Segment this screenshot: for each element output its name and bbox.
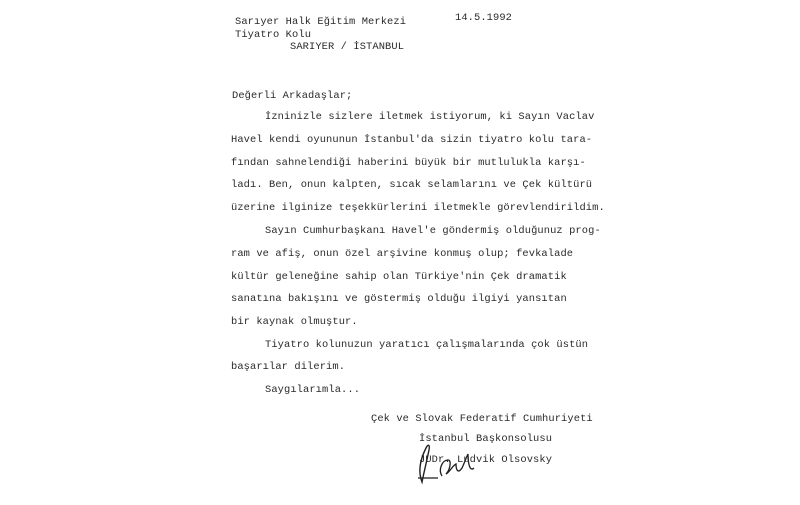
closing: Saygılarımla... <box>265 384 361 396</box>
recipient-line-1: Sarıyer Halk Eğitim Merkezi <box>235 16 407 28</box>
body-line-12: başarılar dilerim. <box>231 361 346 373</box>
salutation: Değerli Arkadaşlar; <box>232 90 353 102</box>
body-line-5: üzerine ilginize teşekkürlerini iletmekle görevlendirildim. <box>231 202 605 214</box>
recipient-line-2: Tiyatro Kolu <box>235 29 312 41</box>
body-line-4: ladı. Ben, onun kalpten, sıcak selamlarını ve Çek kültürü <box>231 179 593 191</box>
body-line-9: sanatına bakışını ve göstermiş olduğu ilgiyi yansıtan <box>231 293 567 305</box>
body-line-1: İzninizle sizlere iletmek istiyorum, ki Sayın Vaclav <box>265 111 595 123</box>
body-line-8: kültür geleneğine sahip olan Türkiye'nin Çek dramatik <box>231 271 567 283</box>
letter-date: 14.5.1992 <box>455 12 513 24</box>
body-line-3: fından sahnelendiği haberini büyük bir mutlulukla karşı- <box>231 157 586 169</box>
sender-line-2: İstanbul Başkonsolusu <box>419 433 553 445</box>
recipient-line-3: SARIYER / İSTANBUL <box>290 41 405 53</box>
body-line-7: ram ve afiş, onun özel arşivine konmuş olup; fevkalade <box>231 248 574 260</box>
body-line-11: Tiyatro kolunuzun yaratıcı çalışmalarında çok üstün <box>265 339 589 351</box>
body-line-2: Havel kendi oyununun İstanbul'da sizin tiyatro kolu tara- <box>231 134 593 146</box>
body-line-10: bir kaynak olmuştur. <box>231 316 358 328</box>
sender-line-1: Çek ve Slovak Federatif Cumhuriyeti <box>371 413 593 425</box>
sender-line-3: JUDr. Ludvik Olsovsky <box>419 454 553 466</box>
body-line-6: Sayın Cumhurbaşkanı Havel'e göndermiş olduğunuz prog- <box>265 225 601 237</box>
handwritten-signature <box>412 438 482 488</box>
